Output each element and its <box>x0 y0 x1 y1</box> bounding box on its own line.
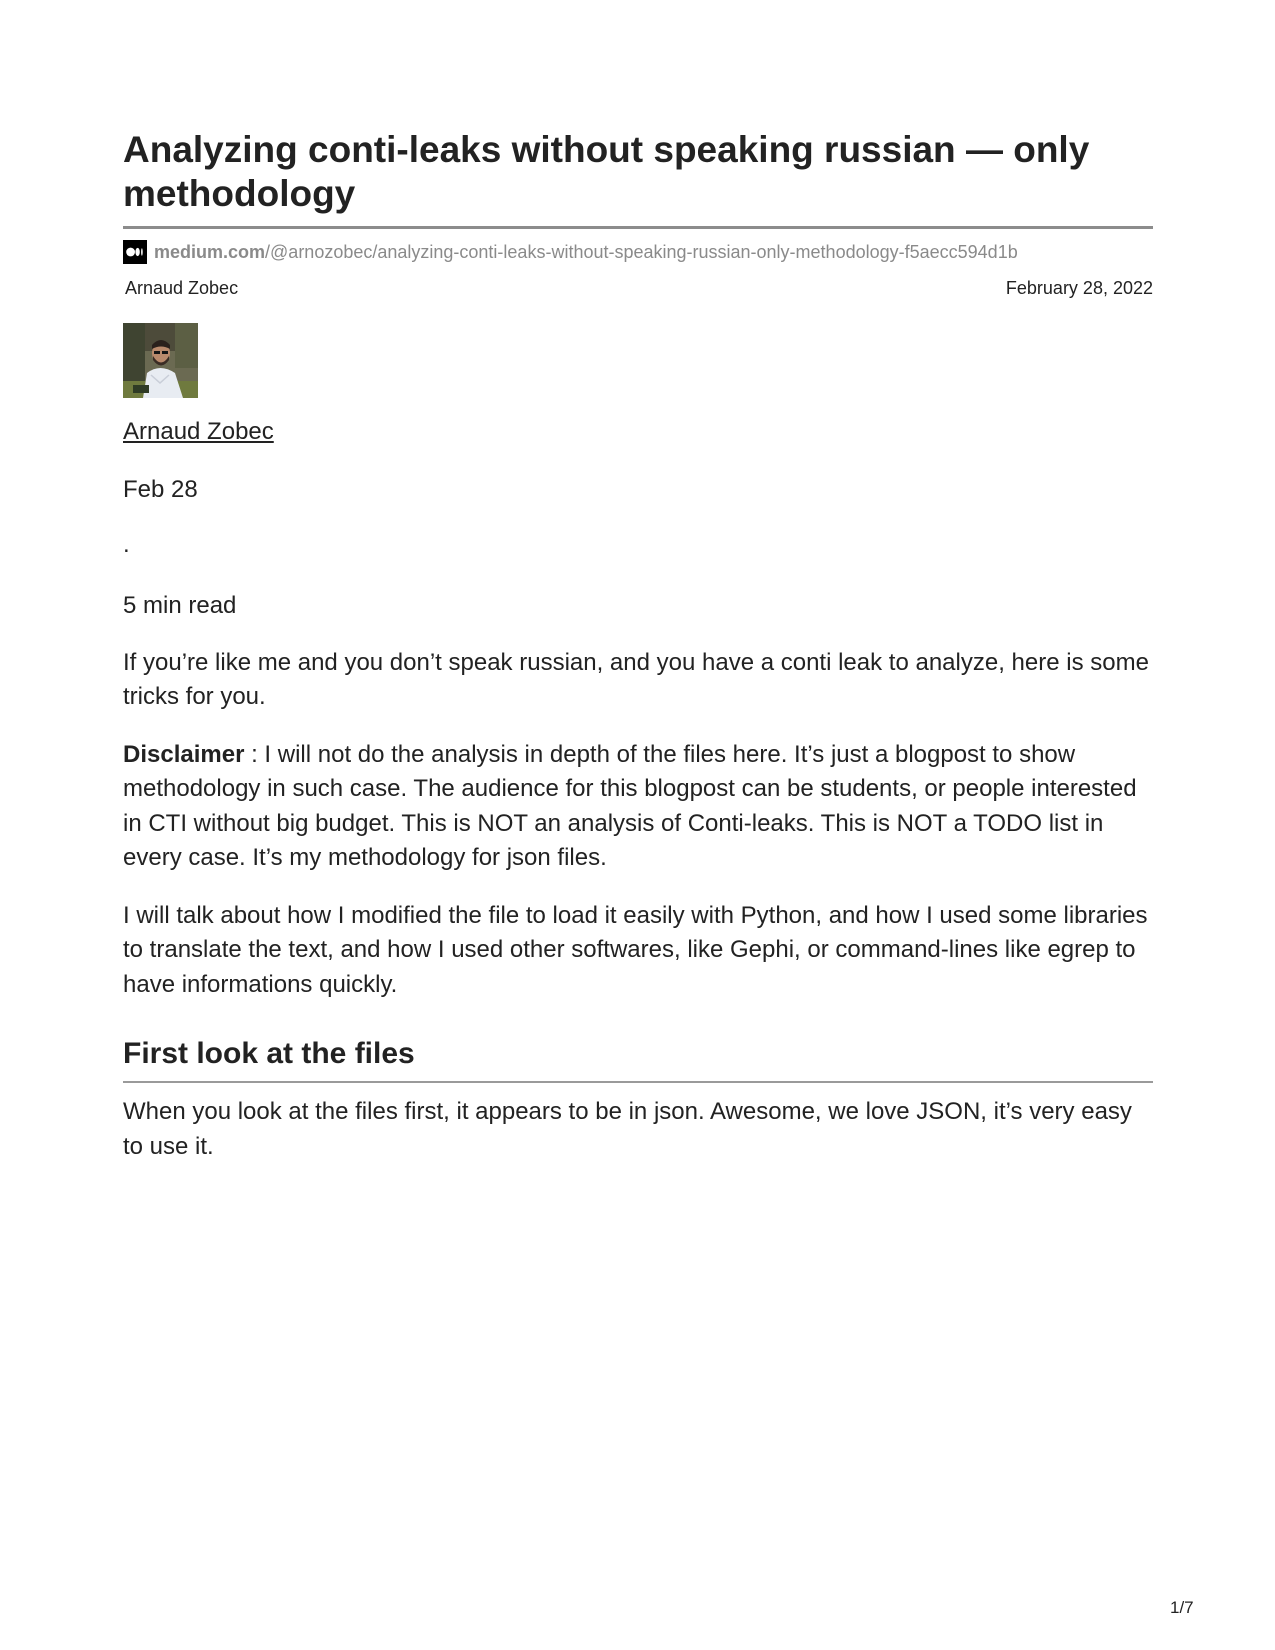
disclaimer-label: Disclaimer <box>123 740 245 768</box>
meta-separator: . <box>123 530 130 558</box>
byline <box>123 278 1153 299</box>
section-divider <box>123 1081 1153 1083</box>
source-link[interactable] <box>123 239 1153 265</box>
read-time: 5 min read <box>123 592 237 619</box>
byline-date: February 28, 2022 <box>1005 278 1153 298</box>
source-path: /@arnozobec/analyzing-conti-leaks-without-speaking-russian-only-methodology-f5aecc594d1b <box>265 241 1018 262</box>
document-page <box>123 128 1153 1164</box>
article-title: Analyzing conti-leaks without speaking russian — only methodology <box>123 129 1090 214</box>
section-heading: First look at the files <box>123 1037 415 1070</box>
medium-logo-icon <box>123 240 147 264</box>
source-domain: medium.com <box>154 241 266 262</box>
section-paragraph: When you look at the files first, it appears to be in json. Awesome, we love JSON, it’s very easy to use it. <box>123 1098 1132 1160</box>
byline-author: Arnaud Zobec <box>125 278 239 298</box>
title-divider <box>123 226 1153 229</box>
source-url[interactable] <box>154 242 1018 263</box>
disclaimer-paragraph <box>123 738 1153 876</box>
avatar[interactable] <box>123 323 198 398</box>
disclaimer-text: : I will not do the analysis in depth of the files here. It’s just a blogpost to show methodology in such case. The audience for this blogpost can be students, or people interested in CTI without big budget. This is NOT an analysis of Conti-leaks. This is NOT a TODO list in every case. It’s my methodology for json files. <box>123 740 1137 871</box>
overview-paragraph: I will talk about how I modified the file to load it easily with Python, and how I used some libraries to translate the text, and how I used other softwares, like Gephi, or command-lines like egrep to have informations quickly. <box>123 901 1148 998</box>
intro-paragraph: If you’re like me and you don’t speak russian, and you have a conti leak to analyze, here is some tricks for you. <box>123 648 1149 710</box>
author-link[interactable]: Arnaud Zobec <box>123 418 274 445</box>
page-number: 1/7 <box>1170 1598 1194 1617</box>
post-date: Feb 28 <box>123 476 198 503</box>
